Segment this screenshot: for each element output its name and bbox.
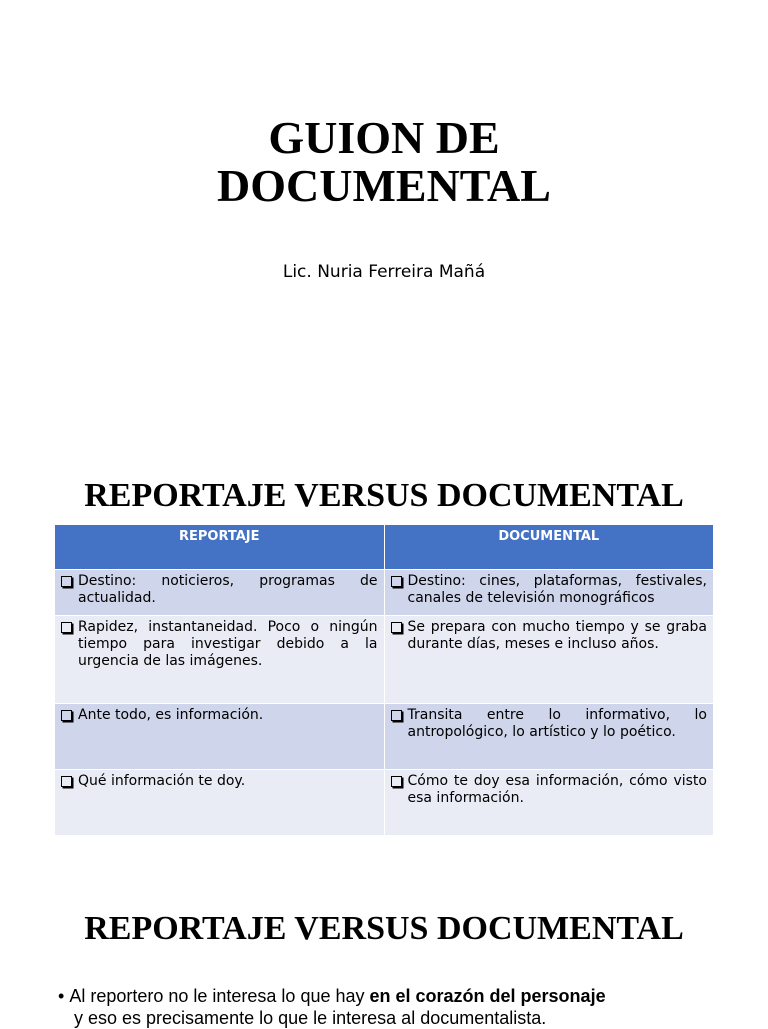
bullet-emphasis: en el corazón del personaje: [369, 986, 606, 1006]
table-cell: Ante todo, es información.: [55, 704, 385, 770]
table-cell: Destino: cines, plataformas, festivales, canales de televisión monográficos: [384, 570, 714, 616]
slide-subtitle: Lic. Nuria Ferreira Mañá: [282, 262, 486, 282]
checkbox-bullet-icon: [61, 622, 72, 633]
bullet-dot-icon: •: [58, 986, 70, 1006]
comparison-table: [54, 524, 714, 836]
column-header-documental: DOCUMENTAL: [384, 525, 714, 570]
section-heading: REPORTAJE VERSUS DOCUMENTAL: [84, 910, 684, 947]
checkbox-bullet-icon: [61, 710, 72, 721]
column-header-reportaje: REPORTAJE: [55, 525, 385, 570]
checkbox-bullet-icon: [61, 776, 72, 787]
checkbox-bullet-icon: [391, 710, 402, 721]
checkbox-bullet-icon: [391, 776, 402, 787]
table-cell: Rapidez, instantaneidad. Poco o ningún tiempo para investigar debido a la urgencia de las imágenes.: [55, 616, 385, 704]
checkbox-bullet-icon: [391, 576, 402, 587]
table-cell: Qué información te doy.: [55, 770, 385, 836]
bullet-text: Al reportero no le interesa lo que hay: [69, 986, 370, 1006]
bullet-continuation: y eso es precisamente lo que le interesa al documentalista.: [74, 1008, 547, 1028]
table-cell: Se prepara con mucho tiempo y se graba durante días, meses e incluso años.: [384, 616, 714, 704]
table-header-row: [55, 525, 714, 570]
table-row: [55, 770, 714, 836]
table-cell: Transita entre lo informativo, lo antropológico, lo artístico y lo poético.: [384, 704, 714, 770]
table-cell: Destino: noticieros, programas de actualidad.: [55, 570, 385, 616]
title-line-1: GUION DE: [268, 112, 500, 163]
table-row: [55, 704, 714, 770]
slide-title: [0, 114, 768, 210]
table-row: [55, 616, 714, 704]
bullet-item: [58, 986, 738, 1007]
title-line-2: DOCUMENTAL: [217, 160, 551, 211]
checkbox-bullet-icon: [61, 576, 72, 587]
comparison-heading: REPORTAJE VERSUS DOCUMENTAL: [84, 477, 684, 514]
checkbox-bullet-icon: [391, 622, 402, 633]
table-row: [55, 570, 714, 616]
table-cell: Cómo te doy esa información, cómo visto esa información.: [384, 770, 714, 836]
